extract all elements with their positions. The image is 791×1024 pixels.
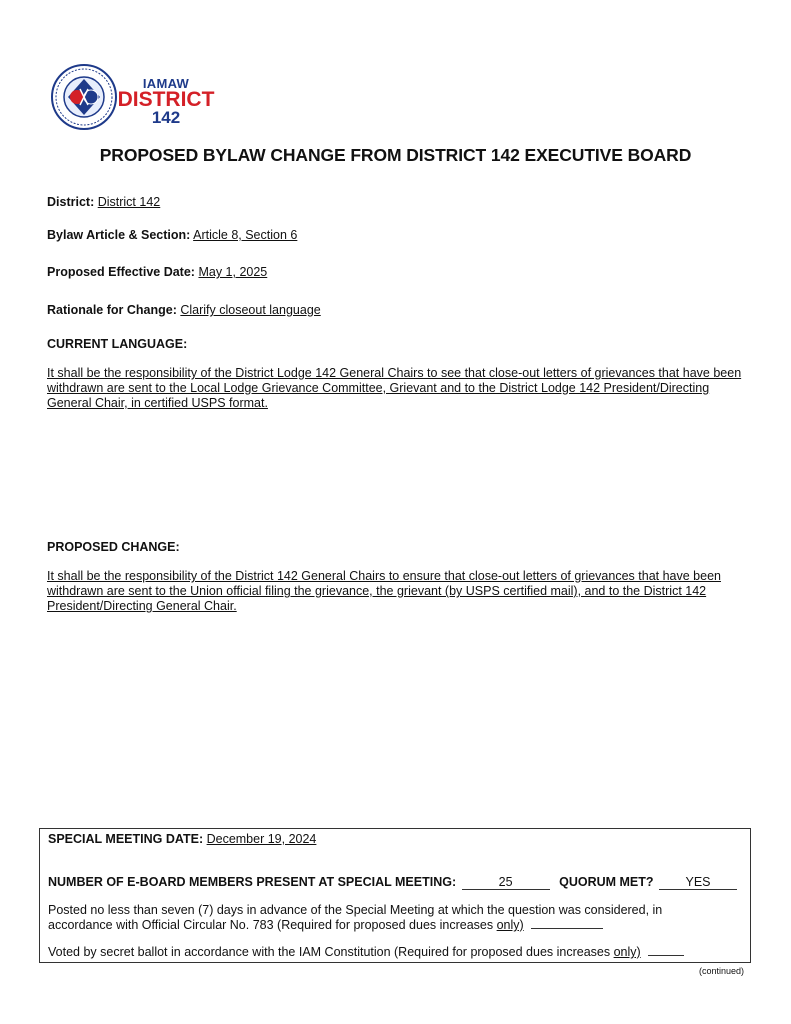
posted-row [48,903,744,933]
district-value: District 142 [97,195,161,209]
posted-blank [531,928,603,929]
quorum-label: QUORUM MET? [559,875,654,889]
effective-date-value: May 1, 2025 [198,265,268,279]
logo-line-iamaw: IAMAW [142,76,190,91]
current-language-text: It shall be the responsibility of the District Lodge 142 General Chairs to see that close-out letters of grievances that have been withdrawn are sent to the Local Lodge Grievance Committee, Grievant and to the District Lodge 142 President/Directing General Chair, in certified USPS format. [47,366,742,410]
rationale-label: Rationale for Change: [47,303,177,317]
meeting-date-value: December 19, 2024 [206,832,317,846]
posted-text-line2: accordance with Official Circular No. 783 (Required for proposed dues increases [48,918,497,932]
members-label: NUMBER OF E-BOARD MEMBERS PRESENT AT SPECIAL MEETING: [48,875,457,889]
article-field [47,228,297,242]
rationale-field [47,303,321,317]
meeting-date-label: SPECIAL MEETING DATE: [48,832,204,846]
current-language-heading: CURRENT LANGUAGE: [47,337,188,351]
article-label: Bylaw Article & Section: [47,228,191,242]
members-row [48,875,737,890]
district-label: District: [47,195,95,209]
logo-wordmark [116,77,216,126]
proposed-change-text: It shall be the responsibility of the District 142 General Chairs to ensure that close-out letters of grievances that have been withdrawn are sent to the Union official filing the grievance, the grievant (by USPS certified mail), and to the District 142 President/Directing General Chair. [47,569,721,613]
page-title: PROPOSED BYLAW CHANGE FROM DISTRICT 142 EXECUTIVE BOARD [99,145,692,165]
posted-text-line1: Posted no less than seven (7) days in advance of the Special Meeting at which the question was considered, in [48,903,663,917]
meeting-date-row [48,832,316,846]
posted-only: only) [496,918,524,932]
members-value: 25 [462,875,550,890]
quorum-value: YES [659,875,737,890]
effective-date-field [47,265,267,279]
iam-seal-icon [50,63,118,131]
district-field [47,195,160,209]
special-meeting-box [39,828,751,963]
continued-note: (continued) [698,966,744,976]
district-logo [50,63,220,133]
voted-only: only) [613,945,641,959]
voted-row [48,945,684,959]
rationale-value: Clarify closeout language [180,303,321,317]
voted-blank [648,955,684,956]
logo-line-number: 142 [151,108,181,127]
proposed-change-heading: PROPOSED CHANGE: [47,540,180,554]
article-value: Article 8, Section 6 [193,228,298,242]
logo-line-district: DISTRICT [117,88,215,111]
voted-text: Voted by secret ballot in accordance with the IAM Constitution (Required for proposed dues increases [48,945,614,959]
effective-date-label: Proposed Effective Date: [47,265,195,279]
